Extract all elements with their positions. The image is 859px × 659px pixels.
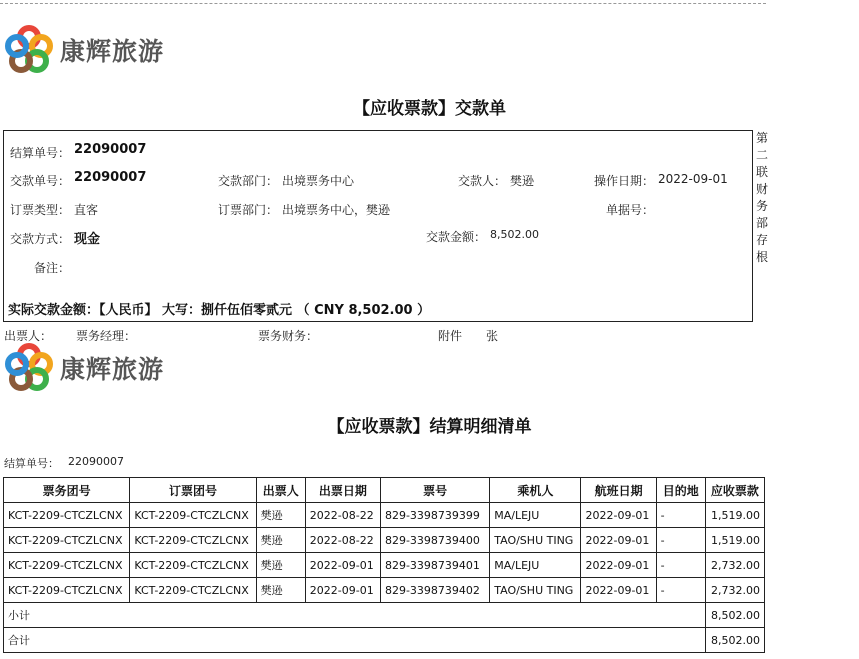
subtotal-label: 小计 bbox=[4, 603, 706, 628]
flower-logo-icon bbox=[4, 25, 54, 75]
col-header: 应收票款 bbox=[705, 478, 764, 503]
table-row bbox=[4, 528, 765, 553]
cell: - bbox=[656, 578, 705, 603]
col-header: 票号 bbox=[380, 478, 489, 503]
cell: KCT-2209-CTCZLCNX bbox=[130, 553, 256, 578]
detail-settlement-no: 22090007 bbox=[68, 455, 124, 468]
amount-label: 交款金额： bbox=[426, 230, 487, 244]
cell: TAO/SHU TING bbox=[490, 528, 581, 553]
brand-logo-2 bbox=[4, 343, 164, 393]
op-date-label: 操作日期： bbox=[594, 174, 655, 188]
table-row bbox=[4, 553, 765, 578]
cell: TAO/SHU TING bbox=[490, 578, 581, 603]
order-type: 直客 bbox=[74, 203, 99, 217]
col-header: 票务团号 bbox=[4, 478, 130, 503]
actual-amount-line: 实际交款金额：【人民币】 大写：捌仟伍佰零贰元 （ CNY 8,502.00 ） bbox=[8, 303, 431, 318]
col-header: 乘机人 bbox=[490, 478, 581, 503]
cell: KCT-2209-CTCZLCNX bbox=[130, 503, 256, 528]
payment-no-label: 交款单号： bbox=[10, 174, 71, 188]
detail-settlement-label: 结算单号： bbox=[4, 457, 59, 470]
order-dept: 出境票务中心，樊逊 bbox=[282, 203, 391, 217]
cell: 1,519.00 bbox=[705, 528, 764, 553]
col-header: 航班日期 bbox=[581, 478, 656, 503]
pay-method: 现金 bbox=[74, 232, 101, 247]
total-row bbox=[4, 628, 765, 653]
cell: 2022-09-01 bbox=[305, 578, 380, 603]
order-dept-label: 订票部门： bbox=[218, 203, 279, 217]
cell: 樊逊 bbox=[256, 528, 305, 553]
col-header: 出票日期 bbox=[305, 478, 380, 503]
cell: 2022-09-01 bbox=[581, 503, 656, 528]
order-type-label: 订票类型： bbox=[10, 203, 71, 217]
col-header: 订票团号 bbox=[130, 478, 256, 503]
settlement-no: 22090007 bbox=[74, 142, 147, 157]
attach-label: 附件 bbox=[438, 329, 463, 343]
copy-side-note: 第二联财务部存根 bbox=[755, 131, 768, 264]
total-label: 合计 bbox=[4, 628, 706, 653]
table-header-row bbox=[4, 478, 765, 503]
cell: 2022-09-01 bbox=[581, 578, 656, 603]
cell: 2,732.00 bbox=[705, 578, 764, 603]
subtotal-row bbox=[4, 603, 765, 628]
cell: KCT-2209-CTCZLCNX bbox=[130, 578, 256, 603]
pay-method-label: 交款方式： bbox=[10, 232, 71, 246]
payer: 樊逊 bbox=[510, 174, 535, 188]
remark-label: 备注： bbox=[34, 261, 71, 275]
flower-logo-icon bbox=[4, 343, 54, 393]
payer-label: 交款人： bbox=[458, 174, 507, 188]
col-header: 出票人 bbox=[256, 478, 305, 503]
cell: 樊逊 bbox=[256, 553, 305, 578]
cell: 2,732.00 bbox=[705, 553, 764, 578]
cell: MA/LEJU bbox=[490, 503, 581, 528]
cell: KCT-2209-CTCZLCNX bbox=[4, 578, 130, 603]
cell: 2022-09-01 bbox=[581, 553, 656, 578]
cell: 2022-08-22 bbox=[305, 503, 380, 528]
table-row bbox=[4, 503, 765, 528]
subtotal-value: 8,502.00 bbox=[705, 603, 764, 628]
cell: KCT-2209-CTCZLCNX bbox=[4, 553, 130, 578]
detail-table bbox=[3, 477, 765, 653]
cell: 829-3398739402 bbox=[380, 578, 489, 603]
voucher-title: 【应收票款】交款单 bbox=[353, 99, 506, 119]
cut-line bbox=[0, 3, 766, 4]
cell: 樊逊 bbox=[256, 578, 305, 603]
sheets-label: 张 bbox=[486, 329, 499, 343]
cell: KCT-2209-CTCZLCNX bbox=[130, 528, 256, 553]
cell: 2022-09-01 bbox=[581, 528, 656, 553]
cell: - bbox=[656, 503, 705, 528]
brand-name: 康辉旅游 bbox=[60, 37, 165, 66]
cell: 829-3398739400 bbox=[380, 528, 489, 553]
manager-label: 票务经理： bbox=[76, 329, 137, 343]
pay-dept-label: 交款部门： bbox=[218, 174, 279, 188]
cell: 樊逊 bbox=[256, 503, 305, 528]
total-value: 8,502.00 bbox=[705, 628, 764, 653]
cell: - bbox=[656, 528, 705, 553]
cell: 829-3398739401 bbox=[380, 553, 489, 578]
op-date: 2022-09-01 bbox=[658, 172, 728, 186]
payment-voucher bbox=[3, 130, 753, 322]
payment-no: 22090007 bbox=[74, 170, 147, 185]
cell: KCT-2209-CTCZLCNX bbox=[4, 503, 130, 528]
drawer-label: 出票人： bbox=[4, 329, 53, 343]
cell: MA/LEJU bbox=[490, 553, 581, 578]
amount: 8,502.00 bbox=[490, 228, 539, 241]
col-header: 目的地 bbox=[656, 478, 705, 503]
table-row bbox=[4, 578, 765, 603]
detail-title: 【应收票款】结算明细清单 bbox=[327, 417, 532, 437]
settlement-no-label: 结算单号： bbox=[10, 146, 71, 160]
brand-logo bbox=[4, 25, 164, 75]
finance-label: 票务财务： bbox=[258, 329, 319, 343]
pay-dept: 出境票务中心 bbox=[282, 174, 355, 188]
brand-name-2: 康辉旅游 bbox=[60, 355, 165, 384]
cell: 2022-09-01 bbox=[305, 553, 380, 578]
cell: 1,519.00 bbox=[705, 503, 764, 528]
cell: 829-3398739399 bbox=[380, 503, 489, 528]
cell: KCT-2209-CTCZLCNX bbox=[4, 528, 130, 553]
cell: - bbox=[656, 553, 705, 578]
doc-no-label: 单据号： bbox=[606, 203, 655, 217]
cell: 2022-08-22 bbox=[305, 528, 380, 553]
